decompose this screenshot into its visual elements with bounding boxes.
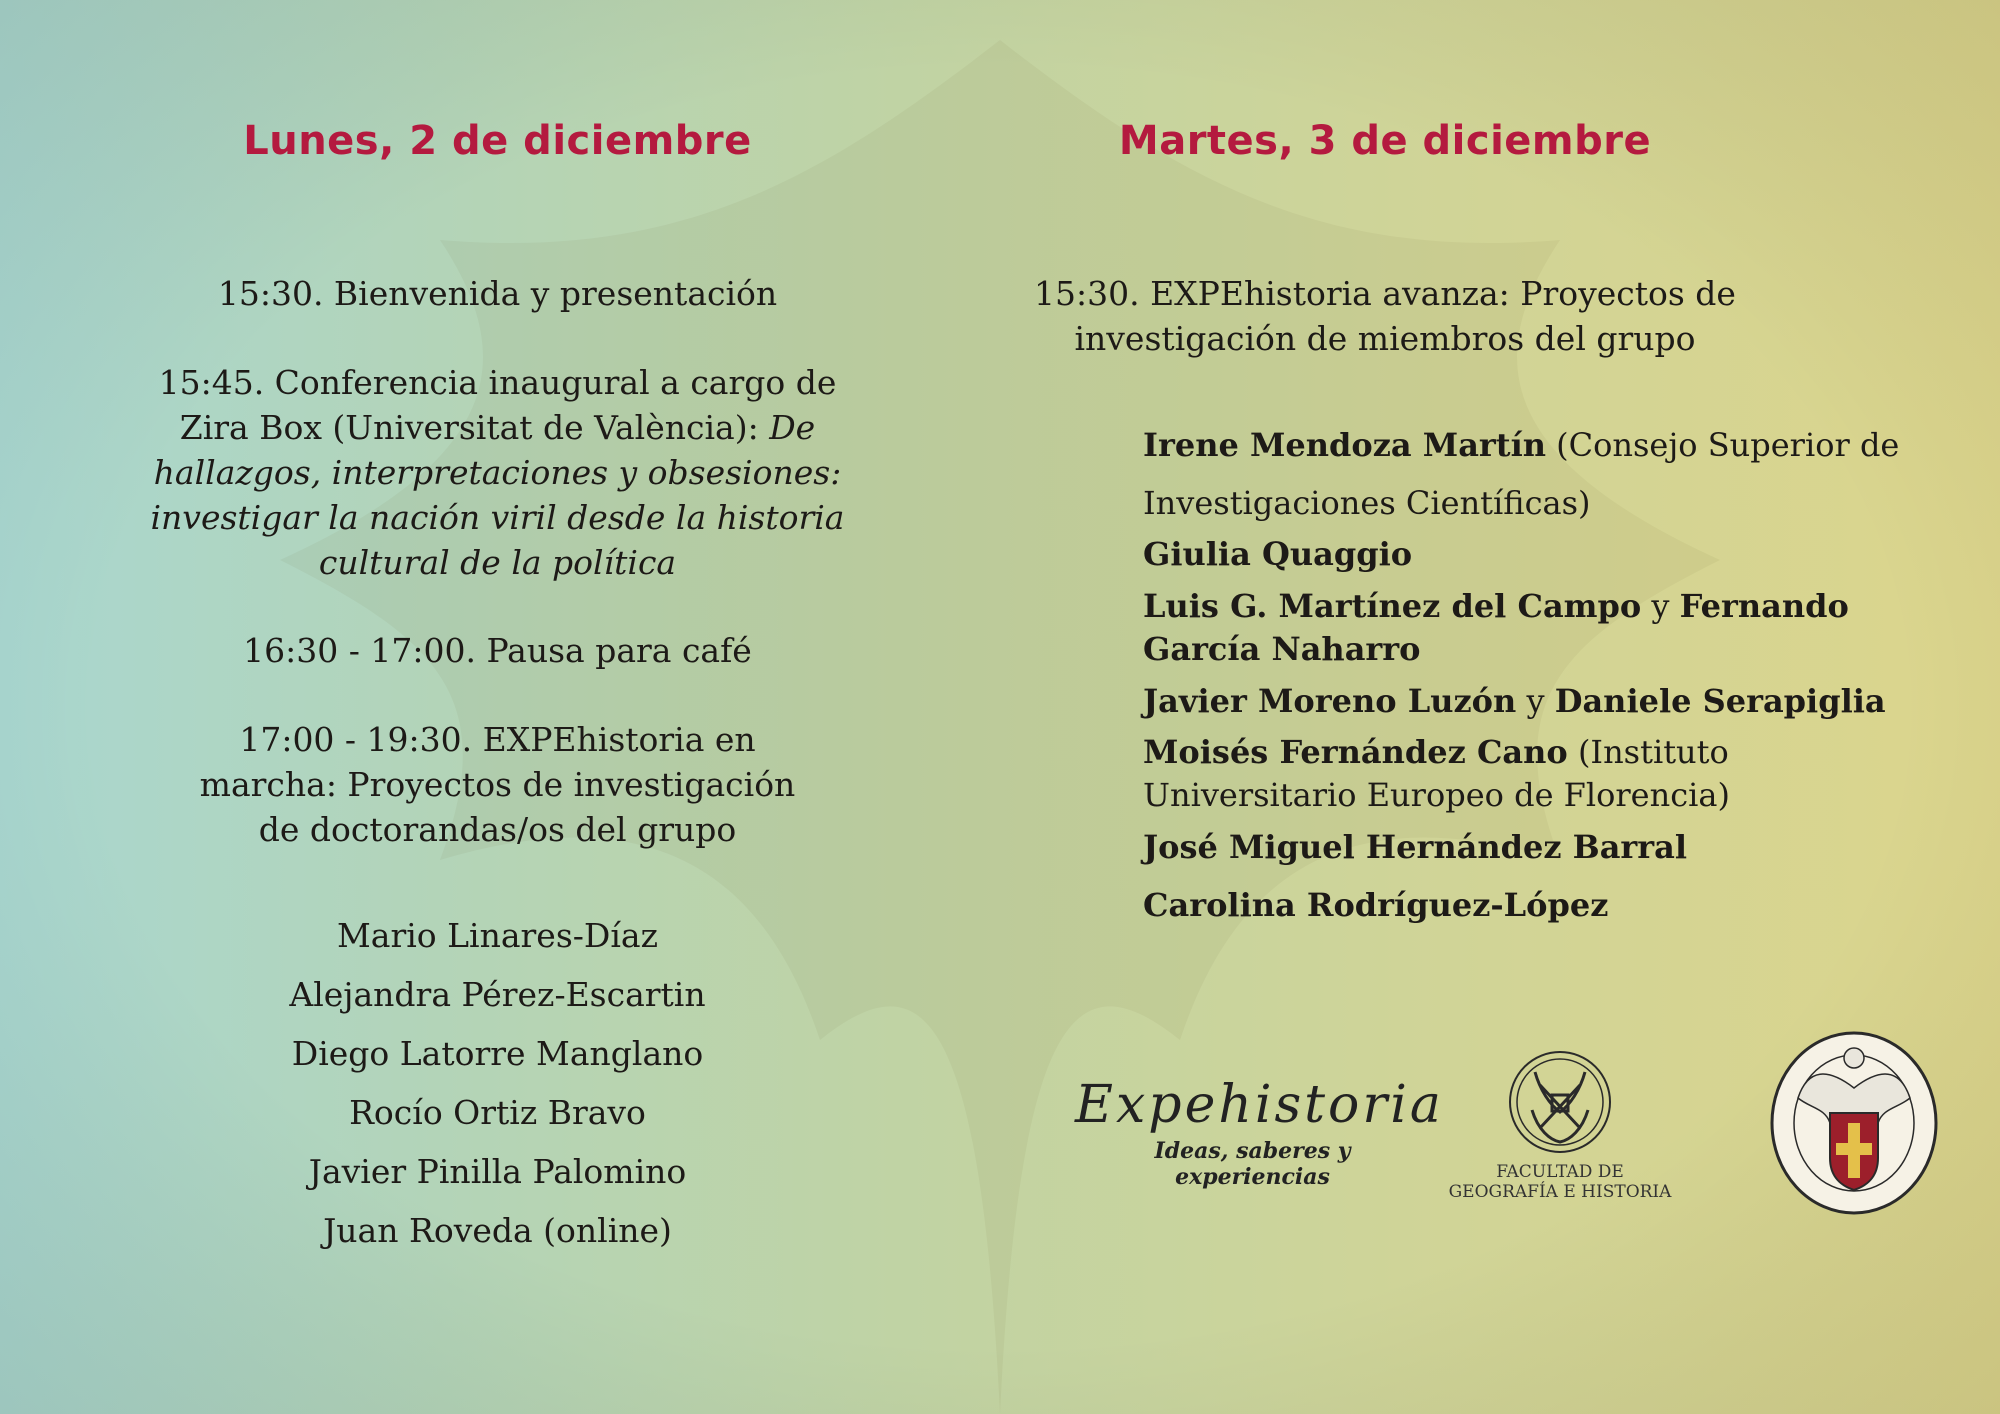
speaker-name: Luis G. Martínez del Campo bbox=[1143, 587, 1642, 625]
conference-item bbox=[120, 360, 875, 585]
speaker-name: Carolina Rodríguez-López bbox=[1143, 886, 1609, 924]
university-seal-icon bbox=[1768, 1028, 1940, 1218]
list-item bbox=[1143, 883, 1903, 927]
speaker-affiliation: (Instituto Universitario Europeo de Florencia) bbox=[1143, 733, 1730, 814]
list-item: Rocío Ortiz Bravo bbox=[349, 1093, 646, 1132]
conference-title: De hallazgos, interpretaciones y obsesiones: investigar la nación viril desde la historia cultural de la política bbox=[150, 408, 845, 582]
welcome-item: 15:30. Bienvenida y presentación bbox=[217, 274, 778, 313]
expehistoria-wordmark: Expehistoria bbox=[1075, 1075, 1444, 1135]
connector-text: y bbox=[1516, 682, 1555, 720]
faculty-name-line1: FACULTAD DE bbox=[1496, 1162, 1624, 1182]
list-item: Mario Linares-Díaz bbox=[336, 916, 658, 955]
list-item bbox=[1143, 679, 1903, 723]
doctoral-speakers-list bbox=[120, 906, 875, 1260]
faculty-emblem-icon bbox=[1440, 1050, 1680, 1160]
list-item: Diego Latorre Manglano bbox=[291, 1034, 704, 1073]
list-item bbox=[1143, 585, 1903, 671]
expehistoria-logo bbox=[1075, 1075, 1444, 1190]
speaker-name: Javier Moreno Luzón bbox=[1143, 682, 1517, 720]
ucm-seal bbox=[1768, 1028, 1940, 1218]
pause-item: 16:30 - 17:00. Pausa para café bbox=[243, 631, 752, 670]
speaker-name: Fernando García Naharro bbox=[1143, 587, 1849, 668]
speaker-name: Moisés Fernández Cano bbox=[1143, 733, 1568, 771]
speaker-affiliation: (Consejo Superior de Investigaciones Científicas) bbox=[1143, 426, 1900, 522]
monday-title: Lunes, 2 de diciembre bbox=[243, 118, 752, 164]
doctoral-session-item: 17:00 - 19:30. EXPEhistoria en marcha: Proyectos de investigación de doctorandas/os del grupo bbox=[199, 720, 796, 849]
list-item: Juan Roveda (online) bbox=[323, 1211, 672, 1250]
list-item bbox=[1143, 731, 1903, 817]
expehistoria-tagline: Ideas, saberes y experiencias bbox=[1154, 1138, 1351, 1190]
members-speakers-list bbox=[1143, 416, 1903, 927]
members-session-item: 15:30. EXPEhistoria avanza: Proyectos de investigación de miembros del grupo bbox=[1034, 274, 1736, 358]
list-item bbox=[1143, 825, 1903, 869]
list-item: Javier Pinilla Palomino bbox=[308, 1152, 687, 1191]
list-item: Alejandra Pérez-Escartin bbox=[289, 975, 706, 1014]
faculty-name-line2: GEOGRAFÍA E HISTORIA bbox=[1448, 1182, 1672, 1202]
list-item bbox=[1143, 416, 1903, 532]
connector-text: y bbox=[1641, 587, 1680, 625]
speaker-name: Giulia Quaggio bbox=[1143, 535, 1413, 573]
conference-intro: 15:45. Conferencia inaugural a cargo de Zira Box (Universitat de València): bbox=[158, 363, 837, 447]
tuesday-title: Martes, 3 de diciembre bbox=[1118, 118, 1652, 164]
list-item bbox=[1143, 532, 1903, 576]
speaker-name: Daniele Serapiglia bbox=[1554, 682, 1886, 720]
faculty-logo bbox=[1440, 1050, 1680, 1200]
speaker-name: José Miguel Hernández Barral bbox=[1143, 828, 1688, 866]
speaker-name: Irene Mendoza Martín bbox=[1143, 426, 1546, 464]
